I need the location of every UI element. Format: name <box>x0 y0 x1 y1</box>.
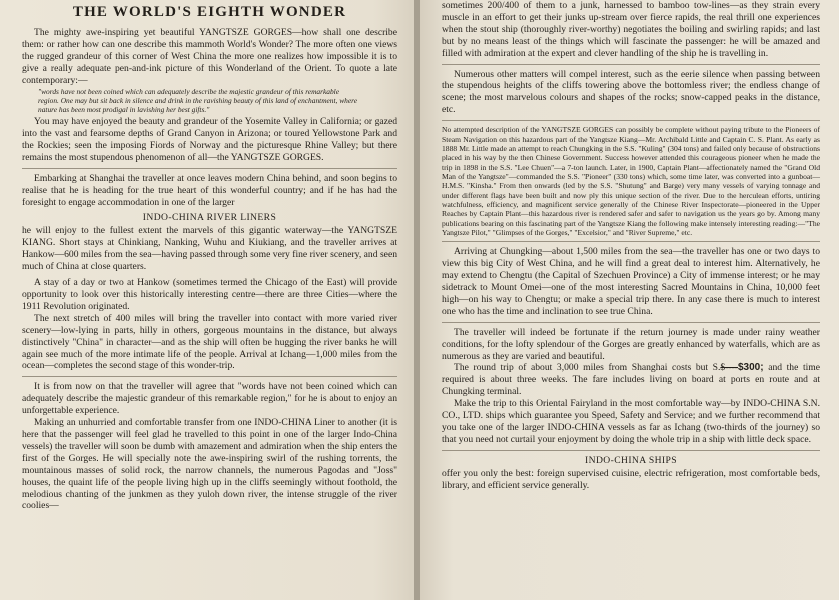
fare-text: The round trip of about 3,000 miles from Shanghai costs but S. <box>454 362 721 374</box>
comfort-paragraph: Make the trip to this Oriental Fairyland in the most comfortable way—by INDO-CHINA S.N. CO., LTD. ships which guarantee you Speed, Safety and Service; and we further recommend that you take one of the larger INDO-CHINA vessels as far as Ichang (two-thirds of the journey) so that you need not curtail your enjoyment by doing the whole trip in a ship with little deck space. <box>442 398 820 445</box>
words-paragraph: It is from now on that the traveller will agree that "words have not been coined which can adequately describe the majestic grandeur of this remarkable region," for he is about to enjoy an unforgettable experience. <box>22 381 397 417</box>
left-column <box>22 0 397 512</box>
chungking-paragraph: Arriving at Chungking—about 1,500 miles from the sea—the traveller has one or two days to view this big City of West China, and he will find a great deal to interest him. Alternatively, he may extend to Chengtu (the Capital of Szechuen Province) a City of immense interest; or he may sidetrack to Mount Omei—one of the most interesting Sacred Mountains in China, 10,000 feet high—on his way to Chengtu; or make a special trip there. In any case there is much to interest one who has the time and inclination to see true China. <box>442 246 820 317</box>
fare-text-cont: and the time required is about three weeks. The fare includes living on board at ports en route and at Chungking terminal. <box>442 362 821 398</box>
ichang-paragraph: The next stretch of 400 miles will bring the traveller into contact with more varied river scenery—low-lying in parts, hilly in others, gorgeous mountains in the distance, but always distinctively "China" in character—and as the ship will often be hugging the river banks he will again see much of the more intimate life of the people. Arrival at Ichang—1,000 miles from the ocean—completes the second stage of this wonder-trip. <box>22 312 397 372</box>
section-heading-ships: INDO-CHINA SHIPS <box>585 454 677 466</box>
right-column <box>442 0 820 492</box>
struck-price: $---- <box>720 362 738 374</box>
chicago-paragraph: A stay of a day or two at Hankow (sometimes termed the Chicago of the East) will provide opportunity to look over this historically interesting centre—there are three Cities—where the 1911 Revolution originated. <box>22 277 397 312</box>
divider <box>442 322 820 323</box>
fare-paragraph <box>442 362 820 398</box>
pioneers-note: No attempted description of the YANGTSZE GORGES can possibly be complete without paying tribute to the Pioneers of Steam Navigation on this hazardous part of the Yangtsze Kiang—Mr. Archibald Little and Captain C. S. Plant. As early as 1888 Mr. Little made an attempt to reach Chungking in the S.S. "Kuling" (304 tons) and failed only because of obstructions placed in his way by the then Chinese Government. Success however attended this courageous pioneer when he made the trip in 1898 in the S.S. "Lee Chuen"—a 7-ton launch. Later, in 1900, Captain Plant—affectionately named the "Grand Old Man of the Yangtsze"—commanded the S.S. "Pioneer" (330 tons) which, some time later, was converted into a gunboat—H.M.S. "Kinsha." From then onwards (led by the S.S. "Shutung" and Barge) very many vessels of varying tonnage and under different flags have been built and now ply this unique section of the river. Due to the herculean efforts, untiring watchfulness, efficiency, and magnificent service generally of the Chinese River Inspectorate—pioneered in the Upper Reaches by Captain Plant—this hazardous river is rendered safer and safer to navigation us the years go by. Among many publications bearing on this fascinating part of the Yangtsze Kiang the following make intensely interesting reading:—"The Yangtsze Pilot," "Glimpses of the Gorges," "Excelsior," and "River Supreme," etc. <box>442 125 820 237</box>
divider <box>442 64 820 65</box>
ships-paragraph: offer you only the best: foreign supervised cuisine, electric refrigeration, most comfortable beds, library, and efficient service generally. <box>442 467 820 491</box>
divider <box>442 120 820 121</box>
divider <box>442 450 820 451</box>
right-page <box>420 0 839 600</box>
hankow-paragraph: he will enjoy to the fullest extent the marvels of this gigantic waterway—the YANGTSZE KIANG. Short stays at Chinkiang, Nanking, Wuhu and Kiukiang, and the traveller arrives at Hankow—600 miles from the sea—having passed through some very fine river scenery, and seen much of China at close quarters. <box>22 225 397 273</box>
coolies-paragraph: sometimes 200/400 of them to a junk, harnessed to bamboo tow-lines—as they strain every muscle in an effort to get their junks up-stream over fierce rapids, the real thrill one experiences when the stout ship (thoroughly river-worthy) negotiates the boiling and swirling rapids; and last but by no means least of the things which will fascinate the passenger: he will be amazed and filled with admiration at the expert and clever handling of the ship he is travelling in. <box>442 0 820 59</box>
interest-paragraph: Numerous other matters will compel interest, such as the eerie silence when passing between the stupendous heights of the cliffs towering above the bottomless river; the endless change of scene; the most marvelous colours and shapes of the rocks; snow-capped peaks in the distance, etc. <box>442 68 820 116</box>
weather-paragraph: The traveller will indeed be fortunate if the return journey is made under rainy weather conditions, for the lofty splendour of the Gorges are greatly enhanced by waterfalls, which are as numerous as they are varied and beautiful. <box>442 326 820 362</box>
divider <box>22 376 397 377</box>
left-page <box>0 0 414 600</box>
yosemite-paragraph: You may have enjoyed the beauty and grandeur of the Yosemite Valley in California; or gazed into the vast and fearsome depths of Grand Canyon in Arizona; or toured Yellowstone Park and the Rockies; seen the imposing Fiords of Norway and the picturesque Rhine Valley; but there remains the most stupendous phenomenon of all—the YANGTSZE GORGES. <box>22 116 397 163</box>
section-heading-river-liners: INDO-CHINA RIVER LINERS <box>142 212 277 224</box>
handwritten-price: $300; <box>738 362 764 374</box>
page-title: THE WORLD'S EIGHTH WONDER <box>72 4 347 20</box>
shanghai-paragraph: Embarking at Shanghai the traveller at once leaves modern China behind, and soon begins to realise that he is heading for the true heart of this wonderful country; and if he has had the foresight to engage accommodation in one of the larger <box>22 172 397 208</box>
contemporary-quote: "words have not been coined which can adequately describe the majestic grandeur of this remarkable region. One may but sit back in silence and drink in the ravishing beauty of this land of enchantment, where nature has been most prodigal in lavishing her best gifts." <box>38 86 358 114</box>
divider <box>22 168 397 169</box>
intro-paragraph: The mighty awe-inspiring yet beautiful YANGTSZE GORGES—how shall one describe them: or rather how can one describe this mammoth World's Wonder? The more often one views the rugged grandeur of this corner of West China the more one realizes how impossible it is to give a really adequate pen-and-ink picture of this Wonderland of the Orient. To quote a late contemporary:— <box>22 27 397 86</box>
gorges-paragraph: Making an unhurried and comfortable transfer from one INDO-CHINA Liner to another (it is here that the passenger will feel glad he travelled to this point in one of the larger Indo-China vessels) the traveller will soon be dumb with amazement and admiration when the ship enters the first of the Gorges. He will specially note the awe-inspiring swirl of the rushing torrents, the mountainous masses of solid rock, the narrow channels, the numerous Pagodas and "Joss" houses, the quaint life of the people living high up in the cliffs seemingly without foothold, the melodious chanting of the junkmen as they yuloh down river, the intense struggle of the river coolies— <box>22 417 397 512</box>
divider <box>442 241 820 242</box>
